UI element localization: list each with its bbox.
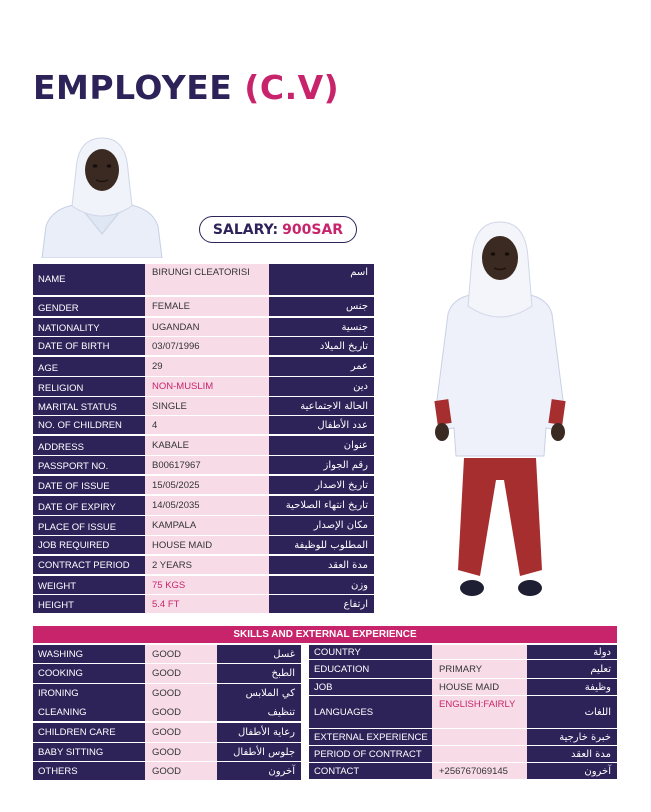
row-label: CONTRACT PERIOD xyxy=(33,556,145,574)
skill-value: GOOD xyxy=(145,664,217,683)
row-label: RELIGION xyxy=(33,377,145,396)
row-arabic: تاريخ الميلاد xyxy=(269,337,374,355)
portrait-photo xyxy=(38,134,166,258)
experience-arabic: خبرة خارجية xyxy=(527,729,617,745)
skills-section-header: SKILLS AND EXTERNAL EXPERIENCE xyxy=(33,626,617,643)
experience-arabic: آخرون xyxy=(527,763,617,779)
row-label: WEIGHT xyxy=(33,576,145,594)
skill-label: CLEANING xyxy=(33,703,145,721)
row-arabic: جنس xyxy=(269,297,374,316)
skill-value: GOOD xyxy=(145,743,217,761)
skill-arabic: جلوس الأطفال xyxy=(217,743,301,761)
row-arabic: رقم الجواز xyxy=(269,456,374,474)
experience-arabic: تعليم xyxy=(527,660,617,678)
row-arabic: تاريخ الاصدار xyxy=(269,476,374,494)
row-value: 03/07/1996 xyxy=(145,337,269,355)
row-value: 75 KGS xyxy=(145,576,269,594)
row-label: HEIGHT xyxy=(33,595,145,613)
title-main: EMPLOYEE xyxy=(33,68,233,107)
row-value: BIRUNGI CLEATORISI xyxy=(145,264,269,295)
row-value: KABALE xyxy=(145,436,269,455)
experience-value xyxy=(432,746,527,762)
salary-value: 900SAR xyxy=(282,221,344,238)
experience-value: PRIMARY xyxy=(432,660,527,678)
skill-arabic: تنظيف xyxy=(217,703,301,721)
row-value: B00617967 xyxy=(145,456,269,474)
experience-value xyxy=(432,729,527,745)
row-arabic: عدد الأطفال xyxy=(269,416,374,434)
row-arabic: عنوان xyxy=(269,436,374,455)
experience-label: LANGUAGES xyxy=(309,696,432,728)
row-value: 14/05/2035 xyxy=(145,496,269,515)
skill-label: WASHING xyxy=(33,645,145,663)
experience-arabic: مدة العقد xyxy=(527,746,617,762)
title-accent: (C.V) xyxy=(244,68,340,107)
skill-value: GOOD xyxy=(145,684,217,703)
row-label: NAME xyxy=(33,264,145,295)
row-value: KAMPALA xyxy=(145,516,269,535)
row-arabic: دين xyxy=(269,377,374,396)
row-value: 15/05/2025 xyxy=(145,476,269,494)
row-label: NO. OF CHILDREN xyxy=(33,416,145,434)
experience-value: HOUSE MAID xyxy=(432,679,527,695)
row-label: MARITAL STATUS xyxy=(33,397,145,415)
experience-arabic: وظيفة xyxy=(527,679,617,695)
row-arabic: وزن xyxy=(269,576,374,594)
row-label: AGE xyxy=(33,357,145,376)
skill-value: GOOD xyxy=(145,723,217,742)
row-arabic: مكان الإصدار xyxy=(269,516,374,535)
row-value: SINGLE xyxy=(145,397,269,415)
experience-value: ENGLISH:FAIRLY xyxy=(432,696,527,728)
row-value: UGANDAN xyxy=(145,318,269,336)
row-value: FEMALE xyxy=(145,297,269,316)
skill-value: GOOD xyxy=(145,703,217,721)
skill-value: GOOD xyxy=(145,645,217,663)
row-arabic: مدة العقد xyxy=(269,556,374,574)
experience-value: +256767069145 xyxy=(432,763,527,779)
experience-label: EDUCATION xyxy=(309,660,432,678)
row-value: 29 xyxy=(145,357,269,376)
experience-label: EXTERNAL EXPERIENCE xyxy=(309,729,432,745)
row-value: 2 YEARS xyxy=(145,556,269,574)
skill-arabic: كي الملابس xyxy=(217,684,301,703)
skill-arabic: رعاية الأطفال xyxy=(217,723,301,742)
row-arabic: عمر xyxy=(269,357,374,376)
skill-arabic: غسل xyxy=(217,645,301,663)
skill-value: GOOD xyxy=(145,762,217,780)
experience-label: PERIOD OF CONTRACT xyxy=(309,746,432,762)
row-label: NATIONALITY xyxy=(33,318,145,336)
skill-arabic: الطبخ xyxy=(217,664,301,683)
skill-label: IRONING xyxy=(33,684,145,703)
row-label: DATE OF ISSUE xyxy=(33,476,145,494)
row-value: NON-MUSLIM xyxy=(145,377,269,396)
experience-label: CONTACT xyxy=(309,763,432,779)
salary-label: SALARY: xyxy=(212,221,279,238)
row-arabic: اسم xyxy=(269,264,374,295)
row-label: PLACE OF ISSUE xyxy=(33,516,145,535)
row-arabic: المطلوب للوظيفة xyxy=(269,536,374,554)
experience-value xyxy=(432,645,527,659)
skill-label: CHILDREN CARE xyxy=(33,723,145,742)
row-arabic: الحالة الاجتماعية xyxy=(269,397,374,415)
salary-badge xyxy=(199,216,357,243)
experience-label: COUNTRY xyxy=(309,645,432,659)
row-value: 4 xyxy=(145,416,269,434)
skill-label: COOKING xyxy=(33,664,145,683)
skill-arabic: آخرون xyxy=(217,762,301,780)
row-label: DATE OF EXPIRY xyxy=(33,496,145,515)
row-label: GENDER xyxy=(33,297,145,316)
experience-arabic: دولة xyxy=(527,645,617,659)
full-body-photo xyxy=(426,218,574,606)
row-value: 5.4 FT xyxy=(145,595,269,613)
row-arabic: جنسية xyxy=(269,318,374,336)
row-arabic: ارتفاع xyxy=(269,595,374,613)
page-title xyxy=(33,68,339,107)
row-value: HOUSE MAID xyxy=(145,536,269,554)
row-arabic: تاريخ انتهاء الصلاحية xyxy=(269,496,374,515)
skill-label: BABY SITTING xyxy=(33,743,145,761)
experience-label: JOB xyxy=(309,679,432,695)
row-label: DATE OF BIRTH xyxy=(33,337,145,355)
row-label: JOB REQUIRED xyxy=(33,536,145,554)
experience-arabic: اللغات xyxy=(527,696,617,728)
row-label: PASSPORT NO. xyxy=(33,456,145,474)
skill-label: OTHERS xyxy=(33,762,145,780)
row-label: ADDRESS xyxy=(33,436,145,455)
